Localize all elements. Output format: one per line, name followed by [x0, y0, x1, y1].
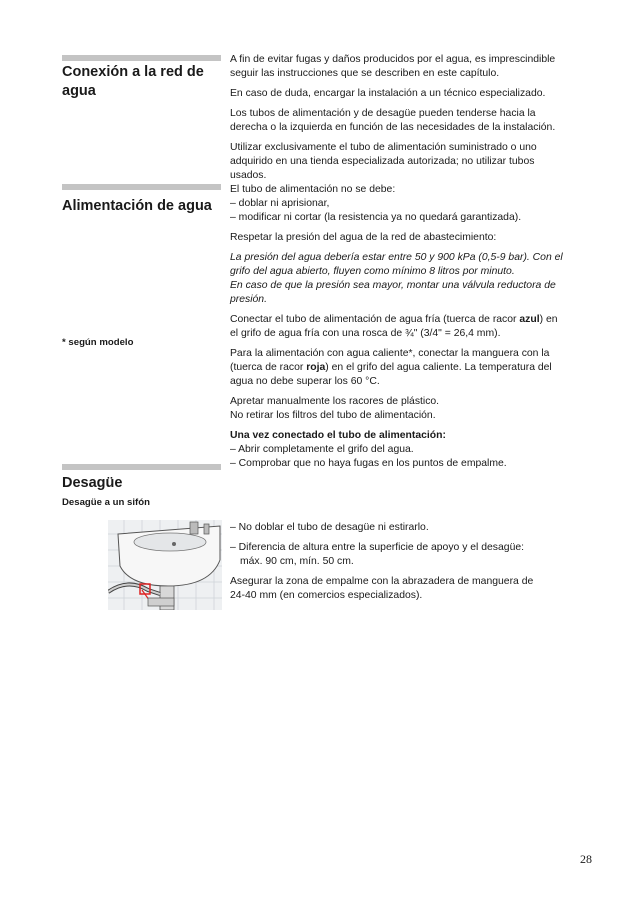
- conexion-text: [230, 53, 592, 189]
- page-number: 28: [580, 852, 592, 866]
- paragraph: En caso de duda, encargar la instalación a un técnico especializado.: [230, 88, 546, 99]
- paragraph: Apretar manualmente los racores de plástico. No retirar los filtros del tubo de alimentación.: [230, 396, 440, 421]
- paragraph: Una vez conectado el tubo de alimentación: – Abrir completamente el grifo del agua. – Comprobar que no haya fugas en los puntos de empalme.: [230, 430, 507, 469]
- section-bar-conexion: [62, 55, 221, 61]
- heading-desague: Desagüe: [62, 475, 123, 491]
- paragraph: – No doblar el tubo de desagüe ni estirarlo.: [230, 522, 429, 533]
- paragraph: – Diferencia de altura entre la superficie de apoyo y el desagüe: máx. 90 cm, mín. 50 cm.: [230, 542, 525, 567]
- paragraph: Conectar el tubo de alimentación de agua fría (tuerca de racor azul) en el grifo de agua fría con una rosca de ¾" (3/4" = 26,4 mm).: [230, 314, 558, 339]
- heading-conexion: Conexión a la red de agua: [62, 64, 204, 99]
- paragraph: Para la alimentación con agua caliente*, conectar la manguera con la (tuerca de racor roja) en el grifo del agua caliente. La temperatura del agua no debe superar los 60 °C.: [230, 348, 552, 387]
- paragraph: Los tubos de alimentación y de desagüe pueden tenderse hacia la derecha o la izquierda en función de las necesidades de la instalación.: [230, 108, 556, 133]
- highlight-roja: roja: [306, 362, 326, 373]
- sink-drain-illustration: [108, 520, 222, 610]
- paragraph: Asegurar la zona de empalme con la abrazadera de manguera de 24-40 mm (en comercios especializados).: [230, 576, 534, 601]
- heading-alimentacion: Alimentación de agua: [62, 198, 212, 214]
- sink-drain-icon: [108, 520, 222, 610]
- desague-text: [230, 521, 592, 609]
- pressure-note: La presión del agua debería estar entre 50 y 900 kPa (0,5-9 bar). Con el grifo del agua abierto, fluyen como mínimo 8 litros por minuto. En caso de que la presión sea mayor, montar una válvula reductora de presión.: [230, 252, 563, 305]
- paragraph: El tubo de alimentación no se debe: – doblar ni aprisionar, – modificar ni cortar (la resistencia ya no quedará garantizada).: [230, 184, 522, 223]
- paragraph: A fin de evitar fugas y daños producidos por el agua, es imprescindible seguir las instrucciones que se describen en este capítulo.: [230, 54, 556, 79]
- paragraph: Utilizar exclusivamente el tubo de alimentación suministrado o uno adquirido en una tienda especializada autorizada; no utilizar tubos usados.: [230, 142, 537, 181]
- section-bar-alimentacion: [62, 184, 221, 190]
- highlight-azul: azul: [519, 314, 540, 325]
- paragraph: Respetar la presión del agua de la red de abastecimiento:: [230, 232, 497, 243]
- subheading-desague-sifon: Desagüe a un sifón: [62, 497, 150, 508]
- side-note-segun-modelo: * según modelo: [62, 337, 134, 348]
- section-bar-desague: [62, 464, 221, 470]
- alimentacion-text: [230, 183, 592, 477]
